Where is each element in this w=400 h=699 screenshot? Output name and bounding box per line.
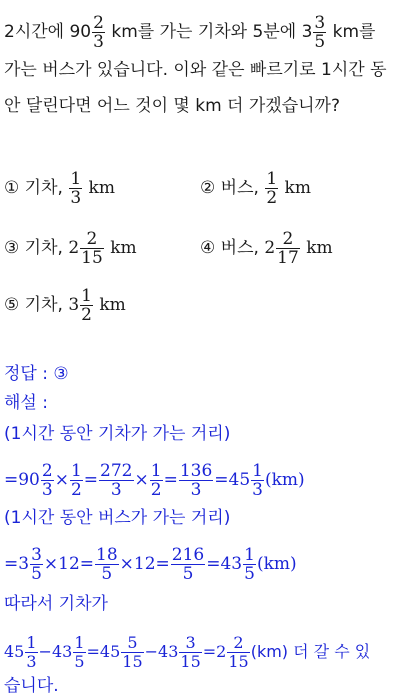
fraction: $\frac{1}{3}$: [70, 169, 82, 208]
option-number: ①: [4, 178, 20, 198]
question-line-2: 가는 버스가 있습니다. 이와 같은 빠르기로 1시간 동: [4, 60, 387, 80]
fraction: $\frac{1}{2}$: [266, 169, 278, 208]
fraction: $\frac{1}{2}$: [81, 286, 92, 325]
question-line-3: 안 달린다면 어느 것이 몇 km 더 가겠습니까?: [4, 96, 341, 116]
question-line-1: [4, 14, 375, 51]
train-heading: (1시간 동안 기차가 가는 거리): [4, 424, 231, 444]
train-equation: =90 $\frac{2}{3}$ × $\frac{1}{2}$ = $\frac{272}{3}$ × $\frac{1}{2}$ = $\frac{136}{3}$ =45 $\frac{1}{3}$ (km): [4, 461, 305, 500]
fraction: $\frac{2}{17}$: [277, 229, 299, 268]
option-number: ④: [200, 238, 216, 258]
question-text: km를 가는 기차와 5분에 3: [105, 22, 313, 42]
option-3[interactable]: ③ 기차, 2 $\frac{2}{15}$ km: [4, 229, 137, 268]
option-2[interactable]: ② 버스, $\frac{1}{2}$ km: [200, 169, 311, 208]
option-1[interactable]: ① 기차, $\frac{1}{3}$ km: [4, 169, 115, 208]
question-text: 2시간에 90: [4, 22, 92, 42]
final-end: 습니다.: [4, 676, 59, 696]
answer-line: 정답 : ③: [4, 364, 69, 384]
option-number: ③: [4, 238, 20, 258]
conclusion-text: 따라서 기차가: [4, 594, 108, 614]
option-number: ②: [200, 178, 216, 198]
bus-equation: =3 $\frac{3}{5}$ ×12= $\frac{18}{5}$ ×12= $\frac{216}{5}$ =43 $\frac{1}{5}$ (km): [4, 545, 297, 584]
explanation-label: 해설 :: [4, 393, 48, 413]
fraction: $\frac{3}{5}$: [314, 13, 326, 52]
option-number: ⑤: [4, 295, 20, 315]
option-5[interactable]: ⑤ 기차, 3 $\frac{1}{2}$ km: [4, 286, 126, 325]
final-equation: 45 $\frac{1}{3}$ −43 $\frac{1}{5}$ =45 $\frac{5}{15}$ −43 $\frac{3}{15}$ =2 $\frac{2}{15}$ (km) 더 갈 수 있: [4, 633, 371, 671]
fraction: $\frac{2}{15}$: [81, 229, 103, 268]
option-4[interactable]: ④ 버스, 2 $\frac{2}{17}$ km: [200, 229, 333, 268]
fraction: $\frac{2}{3}$: [93, 13, 104, 52]
bus-heading: (1시간 동안 버스가 가는 거리): [4, 508, 231, 528]
question-text: km를: [327, 22, 376, 42]
